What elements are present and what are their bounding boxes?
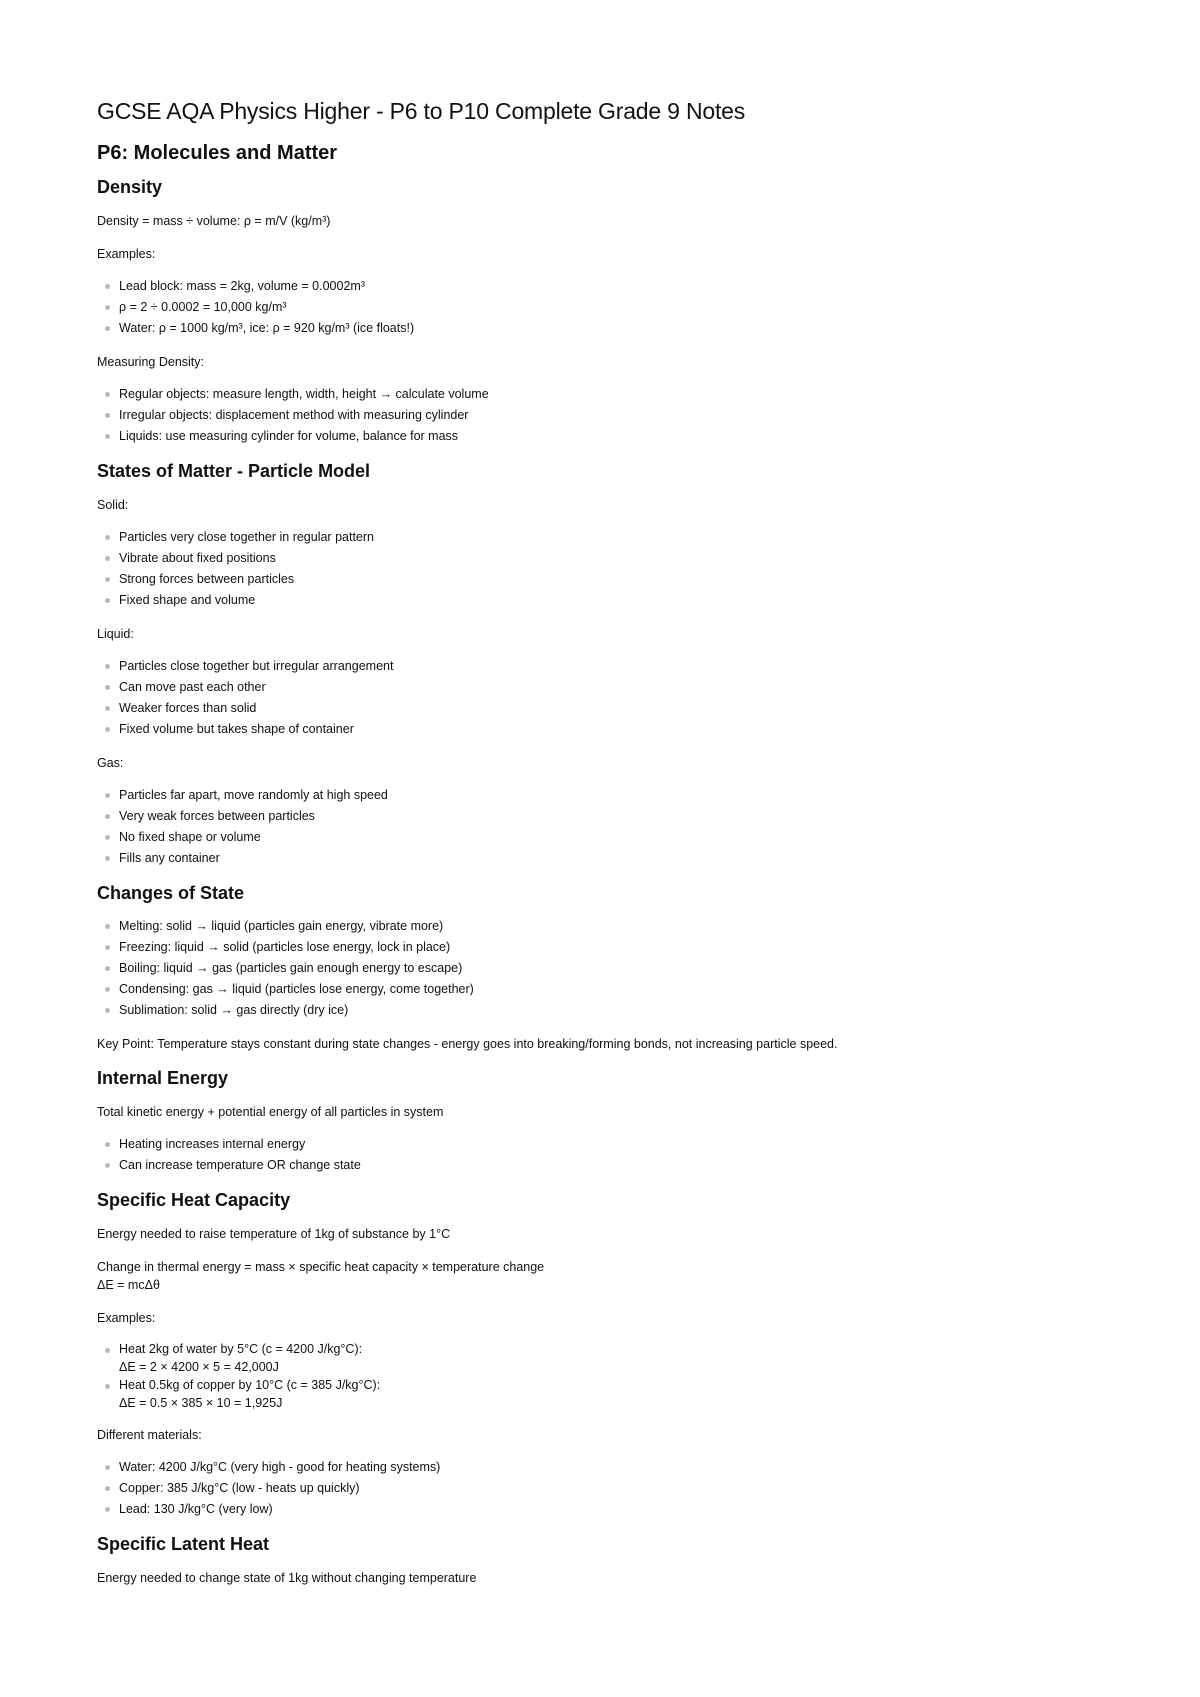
internal-energy-definition: Total kinetic energy + potential energy of all particles in system	[97, 1105, 444, 1119]
shc-formula-words: Change in thermal energy = mass × specific heat capacity × temperature change	[97, 1260, 545, 1274]
shc-formula	[97, 1258, 1107, 1294]
list-item: Liquids: use measuring cylinder for volume, balance for mass	[119, 426, 1107, 447]
list-item: Condensing: gas → liquid (particles lose energy, come together)	[119, 979, 1107, 1000]
list-item: Melting: solid → liquid (particles gain energy, vibrate more)	[119, 916, 1107, 937]
measuring-density-label: Measuring Density:	[97, 355, 204, 369]
example-question: Heat 2kg of water by 5°C (c = 4200 J/kg°C):	[119, 1342, 363, 1356]
key-point: Key Point: Temperature stays constant during state changes - energy goes into breaking/forming bonds, not increasing particle speed.	[97, 1037, 838, 1051]
list-item: Fixed volume but takes shape of container	[119, 719, 1107, 740]
list-item: Strong forces between particles	[119, 569, 1107, 590]
notes-page	[97, 98, 1107, 1602]
list-item: Freezing: liquid → solid (particles lose energy, lock in place)	[119, 937, 1107, 958]
materials-label: Different materials:	[97, 1428, 202, 1442]
list-item: Weaker forces than solid	[119, 698, 1107, 719]
list-item: Water: 4200 J/kg°C (very high - good for heating systems)	[119, 1457, 1107, 1478]
liquid-label: Liquid:	[97, 627, 134, 641]
list-item: Water: ρ = 1000 kg/m³, ice: ρ = 920 kg/m³ (ice floats!)	[119, 318, 1107, 339]
list-item: Can move past each other	[119, 677, 1107, 698]
density-examples-label: Examples:	[97, 247, 156, 261]
density-examples-list	[97, 276, 1107, 339]
list-item: Irregular objects: displacement method with measuring cylinder	[119, 405, 1107, 426]
list-item: Vibrate about fixed positions	[119, 548, 1107, 569]
changes-heading: Changes of State	[97, 883, 245, 903]
density-formula: Density = mass ÷ volume: ρ = m/V (kg/m³)	[97, 214, 331, 228]
example-question: Heat 0.5kg of copper by 10°C (c = 385 J/kg°C):	[119, 1378, 381, 1392]
latent-heat-definition: Energy needed to change state of 1kg without changing temperature	[97, 1571, 477, 1585]
list-item: Very weak forces between particles	[119, 806, 1107, 827]
list-item	[119, 1376, 1107, 1412]
shc-examples-list	[97, 1340, 1107, 1412]
states-heading: States of Matter - Particle Model	[97, 461, 371, 481]
document-title: GCSE AQA Physics Higher - P6 to P10 Complete Grade 9 Notes	[97, 98, 746, 124]
liquid-list	[97, 656, 1107, 740]
example-answer: ΔE = 0.5 × 385 × 10 = 1,925J	[119, 1396, 283, 1410]
list-item: No fixed shape or volume	[119, 827, 1107, 848]
list-item: Copper: 385 J/kg°C (low - heats up quickly)	[119, 1478, 1107, 1499]
example-answer: ΔE = 2 × 4200 × 5 = 42,000J	[119, 1360, 279, 1374]
shc-definition: Energy needed to raise temperature of 1kg of substance by 1°C	[97, 1227, 451, 1241]
list-item: Lead: 130 J/kg°C (very low)	[119, 1499, 1107, 1520]
materials-list	[97, 1457, 1107, 1520]
solid-list	[97, 527, 1107, 611]
list-item: Fills any container	[119, 848, 1107, 869]
list-item: Regular objects: measure length, width, height → calculate volume	[119, 384, 1107, 405]
internal-energy-heading: Internal Energy	[97, 1068, 229, 1088]
list-item: Boiling: liquid → gas (particles gain enough energy to escape)	[119, 958, 1107, 979]
list-item: Heating increases internal energy	[119, 1134, 1107, 1155]
shc-heading: Specific Heat Capacity	[97, 1190, 291, 1210]
chapter-heading: P6: Molecules and Matter	[97, 142, 338, 164]
shc-examples-label: Examples:	[97, 1311, 156, 1325]
list-item: Lead block: mass = 2kg, volume = 0.0002m³	[119, 276, 1107, 297]
gas-list	[97, 785, 1107, 869]
list-item: Fixed shape and volume	[119, 590, 1107, 611]
solid-label: Solid:	[97, 498, 129, 512]
density-heading: Density	[97, 177, 163, 197]
list-item: Particles far apart, move randomly at high speed	[119, 785, 1107, 806]
list-item: Particles very close together in regular pattern	[119, 527, 1107, 548]
latent-heat-heading: Specific Latent Heat	[97, 1534, 270, 1554]
gas-label: Gas:	[97, 756, 124, 770]
shc-formula-symbols: ΔE = mcΔθ	[97, 1278, 160, 1292]
list-item: Particles close together but irregular arrangement	[119, 656, 1107, 677]
list-item: Can increase temperature OR change state	[119, 1155, 1107, 1176]
list-item: Sublimation: solid → gas directly (dry ice)	[119, 1000, 1107, 1021]
list-item: ρ = 2 ÷ 0.0002 = 10,000 kg/m³	[119, 297, 1107, 318]
internal-energy-list	[97, 1134, 1107, 1176]
changes-list	[97, 916, 1107, 1021]
list-item	[119, 1340, 1107, 1376]
measuring-density-list	[97, 384, 1107, 447]
